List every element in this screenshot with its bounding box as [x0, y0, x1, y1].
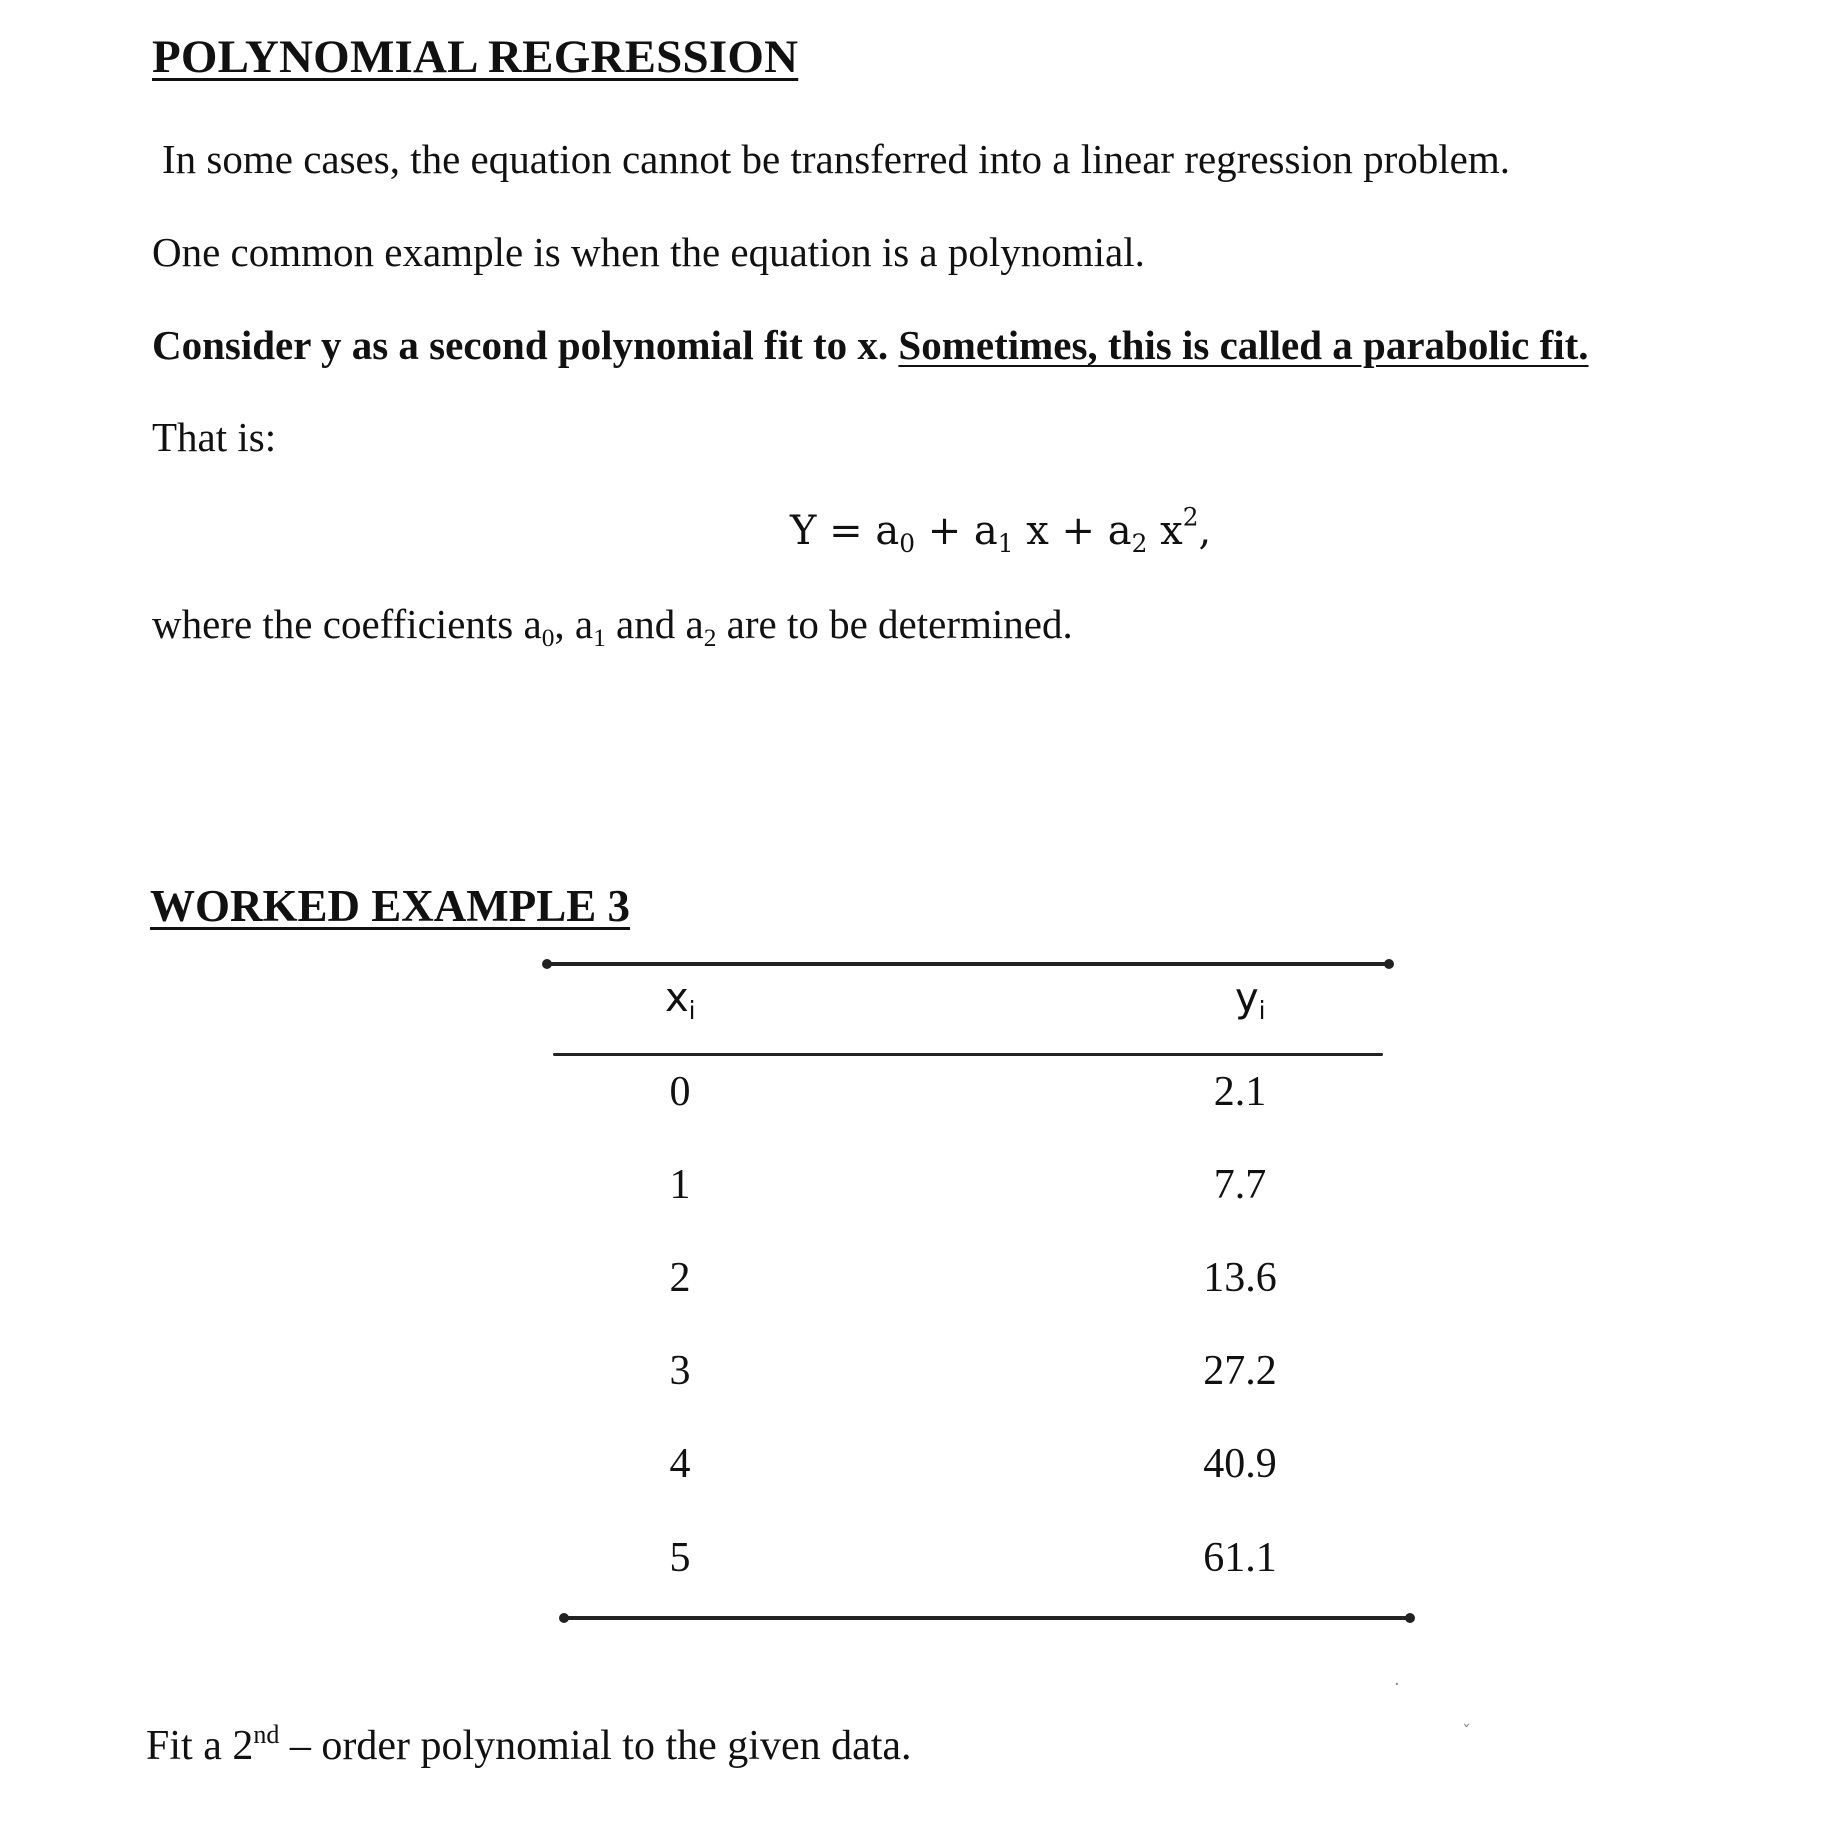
- table-header-rule: [553, 1053, 1383, 1056]
- intro-paragraph: In some cases, the equation cannot be transferred into a linear regression problem.: [162, 136, 1510, 182]
- consider-paragraph: [152, 321, 1589, 369]
- polynomial-equation: $Y = a_0 + a_1$ $x + a_2$ $x^2$,: [790, 502, 1212, 558]
- table-bottom-rule: [563, 1616, 1411, 1620]
- consider-text: Consider y as a second polynomial fit to x.: [152, 322, 889, 368]
- example-paragraph: One common example is when the equation is a polynomial.: [152, 229, 1145, 275]
- table-cell-x: 4: [669, 1441, 691, 1487]
- table-cell-y: 2.1: [1213, 1069, 1267, 1115]
- table-cell-y: 61.1: [1203, 1535, 1277, 1581]
- scan-speck: ˇ: [1462, 1722, 1471, 1743]
- table-cell-x: 3: [669, 1348, 691, 1394]
- table-cell-x: 1: [669, 1162, 691, 1208]
- table-cell-y: 40.9: [1203, 1441, 1277, 1487]
- section-heading: WORKED EXAMPLE 3: [150, 881, 631, 931]
- column-header-y: $y_i$: [1235, 975, 1266, 1025]
- table-cell-y: 27.2: [1203, 1348, 1277, 1394]
- table-cell-x: 2: [669, 1255, 691, 1301]
- instruction-paragraph: Fit a 2nd – order polynomial to the given data.: [146, 1719, 912, 1769]
- scan-speck: ·: [1394, 1674, 1400, 1695]
- coefficients-paragraph: where the coefficients $a_0$, $a_1$ and $a_2$ are to be determined.: [152, 601, 1073, 653]
- that-is-label: That is:: [152, 414, 277, 460]
- table-cell-x: 0: [669, 1069, 691, 1115]
- table-cell-y: 7.7: [1213, 1162, 1267, 1208]
- page-title: POLYNOMIAL REGRESSION: [152, 31, 799, 83]
- table-cell-y: 13.6: [1203, 1255, 1277, 1301]
- parabolic-fit-note: Sometimes, this is called a parabolic fit.: [898, 322, 1589, 368]
- table-top-rule: [546, 962, 1390, 966]
- table-cell-x: 5: [669, 1535, 691, 1581]
- column-header-x: $x_i$: [665, 975, 696, 1025]
